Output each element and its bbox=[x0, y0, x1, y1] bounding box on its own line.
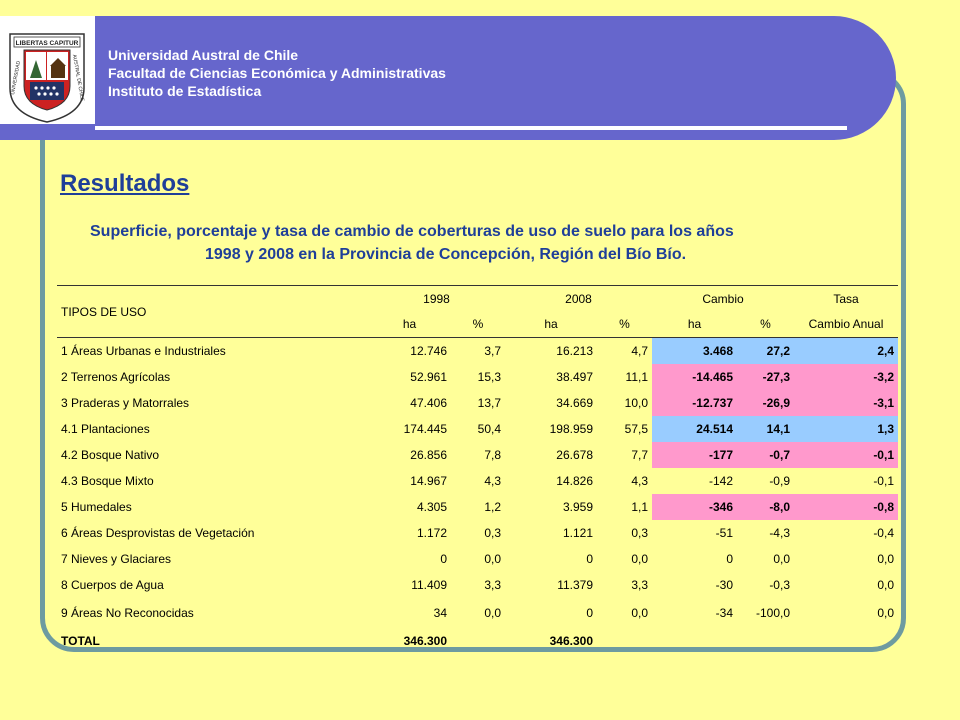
table-row bbox=[57, 364, 898, 390]
cell-cambio-ha: -14.465 bbox=[652, 364, 737, 390]
university-name: Universidad Austral de Chile bbox=[108, 47, 299, 63]
cell-pct-1998: 0,0 bbox=[484, 605, 501, 620]
cell-tasa: -0,4 bbox=[873, 525, 894, 540]
cell-tasa: -0,8 bbox=[794, 494, 898, 520]
cell-ha-1998: 12.746 bbox=[410, 343, 447, 358]
row-name: 3 Praderas y Matorrales bbox=[61, 395, 190, 410]
cell-pct-2008: 3,3 bbox=[631, 577, 648, 592]
cell-ha-1998: 52.961 bbox=[410, 369, 447, 384]
cell-ha-1998: 174.445 bbox=[403, 421, 447, 436]
cell-ha-2008: 26.678 bbox=[556, 447, 593, 462]
cell-pct-1998: 4,3 bbox=[484, 473, 501, 488]
cell-pct-1998: 3,3 bbox=[484, 577, 501, 592]
table-row bbox=[57, 546, 898, 572]
cell-tasa: 1,3 bbox=[794, 416, 898, 442]
row-name: 4.1 Plantaciones bbox=[61, 421, 150, 436]
cell-cambio-ha: 3.468 bbox=[652, 338, 737, 364]
cell-cambio-ha: 0 bbox=[726, 551, 733, 566]
total-ha-2008: 346.300 bbox=[549, 633, 593, 648]
page-title[interactable]: Resultados bbox=[60, 170, 190, 197]
cell-cambio-ha: -177 bbox=[652, 442, 737, 468]
row-name: 4.3 Bosque Mixto bbox=[61, 473, 154, 488]
cell-ha-1998: 14.967 bbox=[410, 473, 447, 488]
table-row bbox=[57, 572, 898, 598]
cell-ha-1998: 26.856 bbox=[410, 447, 447, 462]
cell-cambio-pct: -4,3 bbox=[769, 525, 790, 540]
cell-ha-2008: 3.959 bbox=[562, 499, 593, 514]
cell-ha-2008: 0 bbox=[586, 551, 593, 566]
faculty-name: Facultad de Ciencias Económica y Administrativas bbox=[108, 65, 446, 81]
cell-cambio-ha: -142 bbox=[708, 473, 733, 488]
cell-cambio-ha: 24.514 bbox=[652, 416, 737, 442]
cell-pct-2008: 10,0 bbox=[624, 395, 648, 410]
cell-tasa: 0,0 bbox=[877, 605, 894, 620]
header-1998: 1998 bbox=[368, 286, 505, 312]
cell-cambio-pct: -0,3 bbox=[769, 577, 790, 592]
total-empty bbox=[597, 628, 652, 654]
row-name: 6 Áreas Desprovistas de Vegetación bbox=[61, 525, 255, 540]
cell-cambio-pct: -26,9 bbox=[737, 390, 794, 416]
cell-ha-1998: 1.172 bbox=[416, 525, 447, 540]
row-name: 7 Nieves y Glaciares bbox=[61, 551, 172, 566]
table-row bbox=[57, 494, 898, 520]
cell-pct-1998: 7,8 bbox=[484, 447, 501, 462]
land-use-table bbox=[57, 285, 898, 654]
cell-cambio-ha: -34 bbox=[715, 605, 733, 620]
table-row bbox=[57, 598, 898, 628]
cell-cambio-pct: 27,2 bbox=[737, 338, 794, 364]
cell-pct-2008: 0,3 bbox=[631, 525, 648, 540]
cell-cambio-pct: -0,7 bbox=[737, 442, 794, 468]
subheader-ha-cambio: ha bbox=[652, 312, 737, 338]
cell-pct-1998: 15,3 bbox=[477, 369, 501, 384]
cell-tasa: -0,1 bbox=[873, 473, 894, 488]
cell-cambio-ha: -12.737 bbox=[652, 390, 737, 416]
table-header-row bbox=[57, 286, 898, 312]
cell-ha-2008: 198.959 bbox=[549, 421, 593, 436]
cell-pct-1998: 0,3 bbox=[484, 525, 501, 540]
cell-tasa: 0,0 bbox=[877, 577, 894, 592]
cell-tasa: 2,4 bbox=[794, 338, 898, 364]
cell-pct-2008: 1,1 bbox=[631, 499, 648, 514]
cell-ha-2008: 16.213 bbox=[556, 343, 593, 358]
subheader-pct-2008: % bbox=[597, 312, 652, 338]
cell-ha-1998: 0 bbox=[440, 551, 447, 566]
row-name: 8 Cuerpos de Agua bbox=[61, 577, 164, 592]
total-empty bbox=[794, 628, 898, 654]
cell-cambio-ha: -30 bbox=[715, 577, 733, 592]
cell-ha-1998: 47.406 bbox=[410, 395, 447, 410]
caption-line-2: 1998 y 2008 en la Provincia de Concepción, Región del Bío Bío. bbox=[205, 246, 687, 263]
svg-text:LIBERTAS CAPITUR: LIBERTAS CAPITUR bbox=[15, 40, 79, 47]
cell-ha-2008: 0 bbox=[586, 605, 593, 620]
total-empty bbox=[737, 628, 794, 654]
table-row bbox=[57, 390, 898, 416]
header-divider bbox=[95, 126, 847, 130]
cell-cambio-pct: -100,0 bbox=[755, 605, 790, 620]
cell-pct-2008: 7,7 bbox=[631, 447, 648, 462]
cell-cambio-pct: 14,1 bbox=[737, 416, 794, 442]
cell-ha-2008: 34.669 bbox=[556, 395, 593, 410]
cell-pct-1998: 1,2 bbox=[484, 499, 501, 514]
cell-pct-2008: 57,5 bbox=[624, 421, 648, 436]
total-empty bbox=[451, 628, 505, 654]
cell-ha-2008: 38.497 bbox=[556, 369, 593, 384]
cell-pct-1998: 3,7 bbox=[484, 343, 501, 358]
cell-pct-1998: 50,4 bbox=[477, 421, 501, 436]
table-caption bbox=[60, 220, 940, 266]
cell-cambio-pct: 0,0 bbox=[773, 551, 790, 566]
cell-pct-2008: 4,3 bbox=[631, 473, 648, 488]
cell-tasa: -3,1 bbox=[794, 390, 898, 416]
total-row bbox=[57, 628, 898, 654]
row-name: 2 Terrenos Agrícolas bbox=[61, 369, 171, 384]
cell-pct-2008: 0,0 bbox=[631, 605, 648, 620]
cell-pct-2008: 4,7 bbox=[631, 343, 648, 358]
header-tasa: Tasa bbox=[794, 286, 898, 312]
subheader-ha-1998: ha bbox=[368, 312, 451, 338]
header-cambio: Cambio bbox=[652, 286, 794, 312]
cell-pct-2008: 0,0 bbox=[631, 551, 648, 566]
cell-ha-1998: 4.305 bbox=[416, 499, 447, 514]
svg-text:UNIVERSIDAD: UNIVERSIDAD bbox=[10, 60, 22, 96]
cell-tasa: 0,0 bbox=[877, 551, 894, 566]
table-row bbox=[57, 338, 898, 364]
header-2008: 2008 bbox=[505, 286, 652, 312]
table-row bbox=[57, 520, 898, 546]
cell-cambio-ha: -346 bbox=[652, 494, 737, 520]
subheader-pct-1998: % bbox=[451, 312, 505, 338]
cell-ha-2008: 11.379 bbox=[557, 577, 593, 592]
cell-ha-1998: 34 bbox=[433, 605, 447, 620]
row-name: 5 Humedales bbox=[61, 499, 132, 514]
total-label: TOTAL bbox=[61, 633, 100, 648]
table-row bbox=[57, 416, 898, 442]
cell-ha-2008: 1.121 bbox=[562, 525, 593, 540]
cell-cambio-pct: -27,3 bbox=[737, 364, 794, 390]
cell-cambio-pct: -0,9 bbox=[769, 473, 790, 488]
cell-cambio-ha: -51 bbox=[715, 525, 733, 540]
university-logo bbox=[0, 16, 95, 124]
subheader-cambio-anual: Cambio Anual bbox=[794, 312, 898, 338]
total-ha-1998: 346.300 bbox=[403, 633, 447, 648]
cell-pct-2008: 11,1 bbox=[625, 369, 648, 384]
cell-pct-1998: 0,0 bbox=[484, 551, 501, 566]
svg-text:AUSTRAL DE CHILE: AUSTRAL DE CHILE bbox=[70, 54, 86, 102]
row-name: 1 Áreas Urbanas e Industriales bbox=[61, 343, 226, 358]
row-name: 9 Áreas No Reconocidas bbox=[61, 605, 194, 620]
subheader-ha-2008: ha bbox=[505, 312, 597, 338]
subheader-pct-cambio: % bbox=[737, 312, 794, 338]
total-empty bbox=[652, 628, 737, 654]
institute-name: Instituto de Estadística bbox=[108, 83, 262, 99]
row-name: 4.2 Bosque Nativo bbox=[61, 447, 160, 462]
cell-tasa: -0,1 bbox=[794, 442, 898, 468]
cell-tasa: -3,2 bbox=[794, 364, 898, 390]
cell-ha-1998: 11.409 bbox=[411, 577, 447, 592]
institution-block bbox=[108, 46, 446, 100]
caption-line-1: Superficie, porcentaje y tasa de cambio de coberturas de uso de suelo para los años bbox=[90, 223, 734, 240]
cell-pct-1998: 13,7 bbox=[477, 395, 501, 410]
header-tipos: TIPOS DE USO bbox=[57, 286, 368, 338]
table-row bbox=[57, 468, 898, 494]
table-row bbox=[57, 442, 898, 468]
cell-ha-2008: 14.826 bbox=[556, 473, 593, 488]
cell-cambio-pct: -8,0 bbox=[737, 494, 794, 520]
